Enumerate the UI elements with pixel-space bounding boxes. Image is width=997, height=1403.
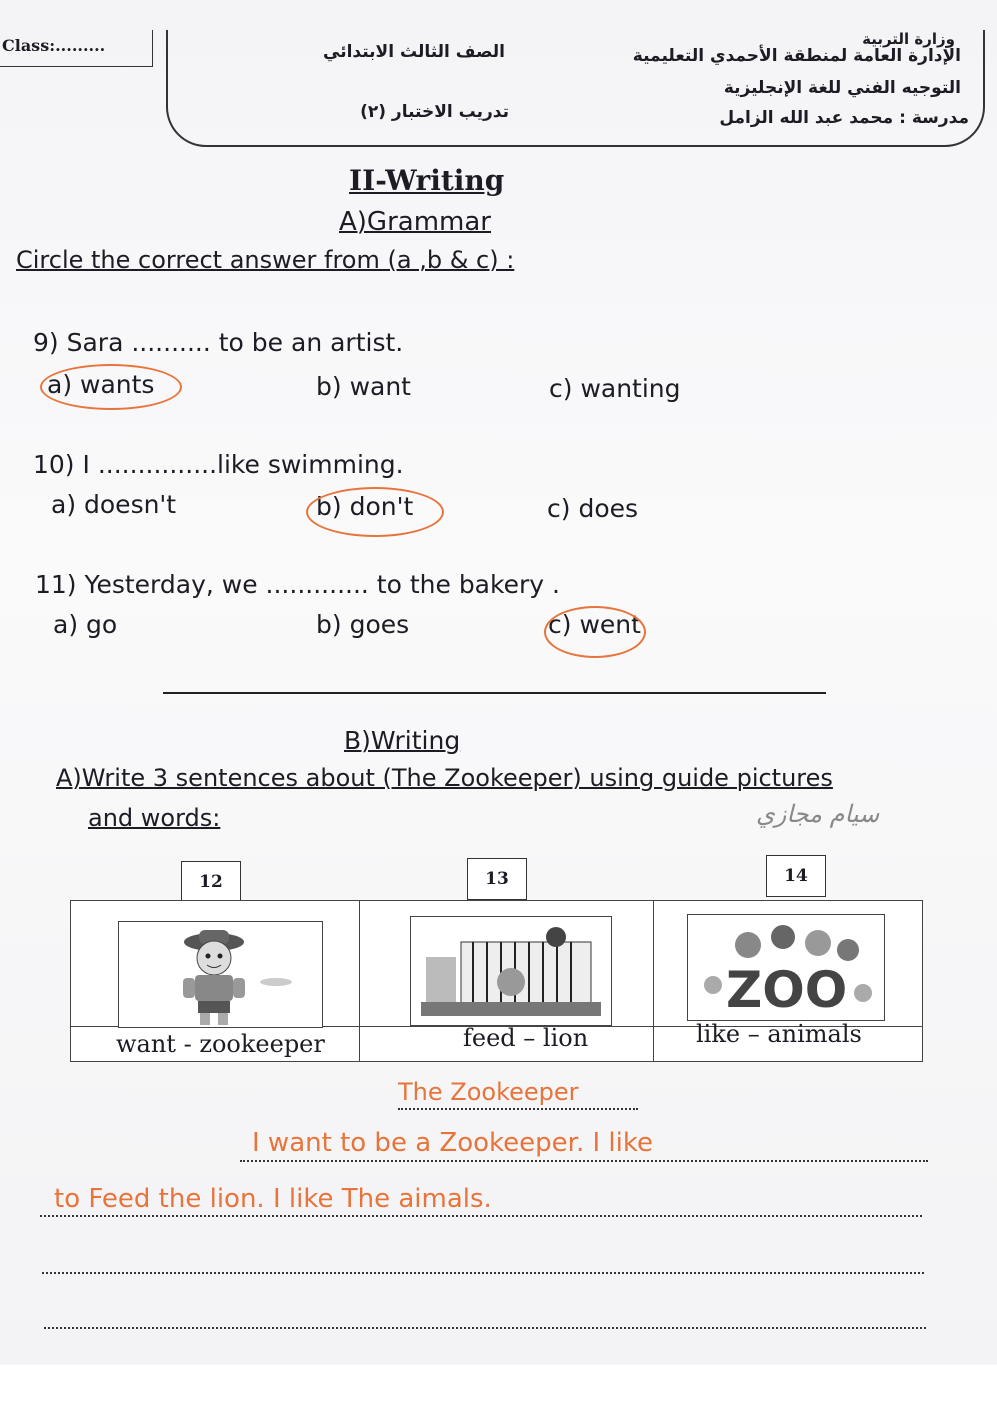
answer-circle-11 — [544, 606, 646, 658]
question-11-option-a: a) go — [53, 610, 118, 639]
item-number-12: 12 — [181, 861, 241, 903]
answer-line-3 — [40, 1215, 922, 1217]
writing-title — [344, 726, 460, 755]
question-9-option-c: c) wanting — [549, 374, 681, 403]
question-11-option-c: c) went — [548, 610, 641, 639]
exam-text: تدريب الاختبار (٢) — [360, 102, 509, 122]
answer-circle-9 — [40, 364, 182, 410]
item-number-13: 13 — [467, 858, 527, 900]
question-10-option-b: b) don't — [316, 492, 414, 521]
writing-title-text: B)Writing — [344, 726, 461, 755]
answer-line-2 — [240, 1160, 928, 1162]
class-label: Class:......... — [2, 36, 106, 55]
grammar-title-text: A)Grammar — [339, 207, 491, 237]
question-11-option-b: b) goes — [316, 610, 410, 639]
lion-cage-picture — [410, 916, 612, 1026]
zookeeper-boy-picture — [118, 921, 323, 1028]
answer-line-4 — [42, 1272, 924, 1274]
question-11-stem: 11) Yesterday, we ............. to the bakery . — [35, 570, 560, 599]
grammar-title — [339, 207, 491, 237]
item-number-14: 14 — [766, 855, 826, 897]
answer-line-1 — [398, 1108, 638, 1110]
question-10-option-c: c) does — [547, 494, 639, 523]
question-10-stem: 10) I ...............like swimming. — [33, 450, 404, 479]
question-9-option-a: a) wants — [47, 370, 155, 399]
section-title: II-Writing — [349, 164, 505, 197]
ministry-text: وزارة التربية — [862, 30, 955, 48]
school-text: مدرسة : محمد عبد الله الزامل — [719, 108, 969, 128]
guidance-text: التوجيه الفني للغة الإنجليزية — [723, 78, 961, 98]
caption-14: like – animals — [696, 1020, 862, 1048]
answer-circle-10 — [306, 487, 444, 537]
answer-text-3: to Feed the lion. I like The aimals. — [54, 1184, 492, 1214]
directorate-text: الإدارة العامة لمنطقة الأحمدي التعليمية — [632, 46, 961, 66]
question-9-stem: 9) Sara .......... to be an artist. — [33, 328, 404, 357]
writing-instruction-line1: A)Write 3 sentences about (The Zookeeper) using guide pictures — [56, 764, 833, 792]
grammar-instruction: Circle the correct answer from (a ,b & c) : — [16, 246, 515, 274]
caption-12: want - zookeeper — [116, 1030, 325, 1058]
zoo-animals-picture — [687, 914, 885, 1021]
question-10-option-a: a) doesn't — [51, 490, 177, 519]
svg-text:ZOO: ZOO — [726, 961, 848, 1019]
signature-text: سيام مجازي — [756, 800, 880, 828]
question-9-option-b: b) want — [316, 372, 411, 401]
grade-text: الصف الثالث الابتدائي — [323, 42, 505, 62]
answer-text-2: I want to be a Zookeeper. I like — [252, 1128, 653, 1158]
writing-instruction-line2: and words: — [88, 804, 221, 832]
caption-13: feed – lion — [463, 1024, 589, 1052]
section-divider — [163, 692, 826, 694]
answer-line-5 — [44, 1327, 926, 1329]
answer-text-1: The Zookeeper — [398, 1078, 579, 1106]
